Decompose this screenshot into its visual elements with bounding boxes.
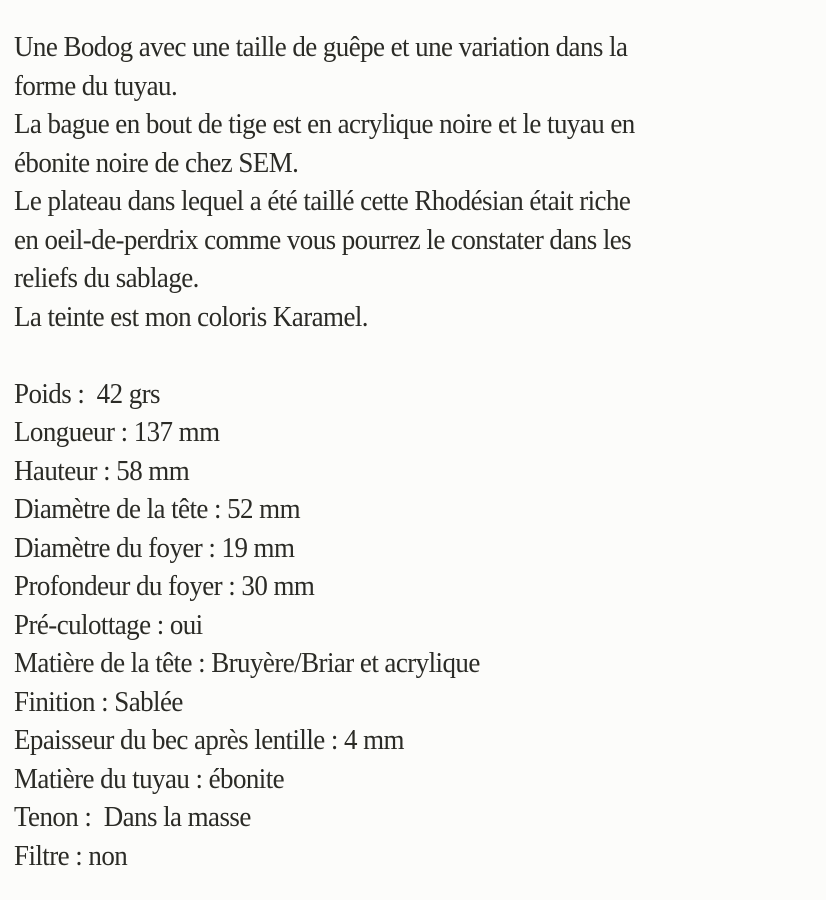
description-line: La teinte est mon coloris Karamel.: [14, 300, 368, 333]
spec-pre-caking: [14, 606, 764, 645]
specifications-list: [14, 375, 820, 876]
spec-value: Dans la masse: [103, 801, 251, 833]
spec-value: oui: [169, 608, 203, 641]
spec-value: 30 mm: [241, 570, 315, 602]
paragraph-spacer: [14, 336, 820, 375]
spec-label: Profondeur du foyer :: [14, 570, 242, 602]
spec-label: Epaisseur du bec après lentille :: [14, 724, 345, 756]
description-line: La bague en bout de tige est en acrylique noire et le tuyau en: [14, 108, 635, 140]
spec-label: Finition :: [14, 685, 115, 718]
spec-value: 137 mm: [133, 416, 220, 448]
spec-filter: [14, 837, 764, 876]
spec-stem-material: [14, 760, 764, 799]
description-line: Une Bodog avec une taille de guêpe et une variation dans la: [14, 31, 628, 63]
spec-label: Diamètre du foyer :: [14, 531, 222, 564]
spec-value: Sablée: [114, 685, 183, 718]
spec-head-material: [14, 644, 764, 683]
spec-value: ébonite: [208, 762, 285, 795]
spec-height: [14, 452, 764, 491]
spec-label: Diamètre de la tête :: [14, 493, 228, 525]
spec-head-diameter: [14, 490, 764, 529]
spec-value: 58 mm: [116, 454, 190, 487]
description-line: ébonite noire de chez SEM.: [14, 146, 299, 179]
spec-finish: [14, 683, 764, 722]
spec-value: Bruyère/Briar et acrylique: [211, 647, 480, 679]
spec-value: 52 mm: [227, 493, 301, 525]
description-line: Le plateau dans lequel a été taillé cette Rhodésian était riche: [14, 185, 631, 217]
spec-label: Hauteur :: [14, 454, 117, 487]
description-line: forme du tuyau.: [14, 69, 178, 102]
spec-label: Matière du tuyau :: [14, 762, 209, 795]
spec-weight: [14, 375, 764, 414]
spec-label: Poids :: [14, 377, 97, 410]
spec-value: 42 grs: [96, 377, 160, 410]
spec-label: Longueur :: [14, 416, 134, 448]
spec-tenon: [14, 798, 764, 837]
spec-length: [14, 413, 764, 452]
spec-bowl-diameter: [14, 529, 764, 568]
spec-label: Tenon :: [14, 801, 104, 833]
spec-value: non: [88, 839, 128, 872]
product-description-document: [14, 28, 820, 875]
spec-bit-thickness: [14, 721, 764, 760]
description-paragraph: [14, 28, 820, 336]
spec-label: Matière de la tête :: [14, 647, 212, 679]
spec-value: 19 mm: [221, 531, 295, 564]
spec-label: Filtre :: [14, 839, 89, 872]
description-line: en oeil-de-perdrix comme vous pourrez le constater dans les: [14, 223, 632, 256]
spec-value: 4 mm: [344, 724, 404, 756]
spec-label: Pré-culottage :: [14, 608, 170, 641]
description-line: reliefs du sablage.: [14, 262, 199, 294]
spec-bowl-depth: [14, 567, 764, 606]
